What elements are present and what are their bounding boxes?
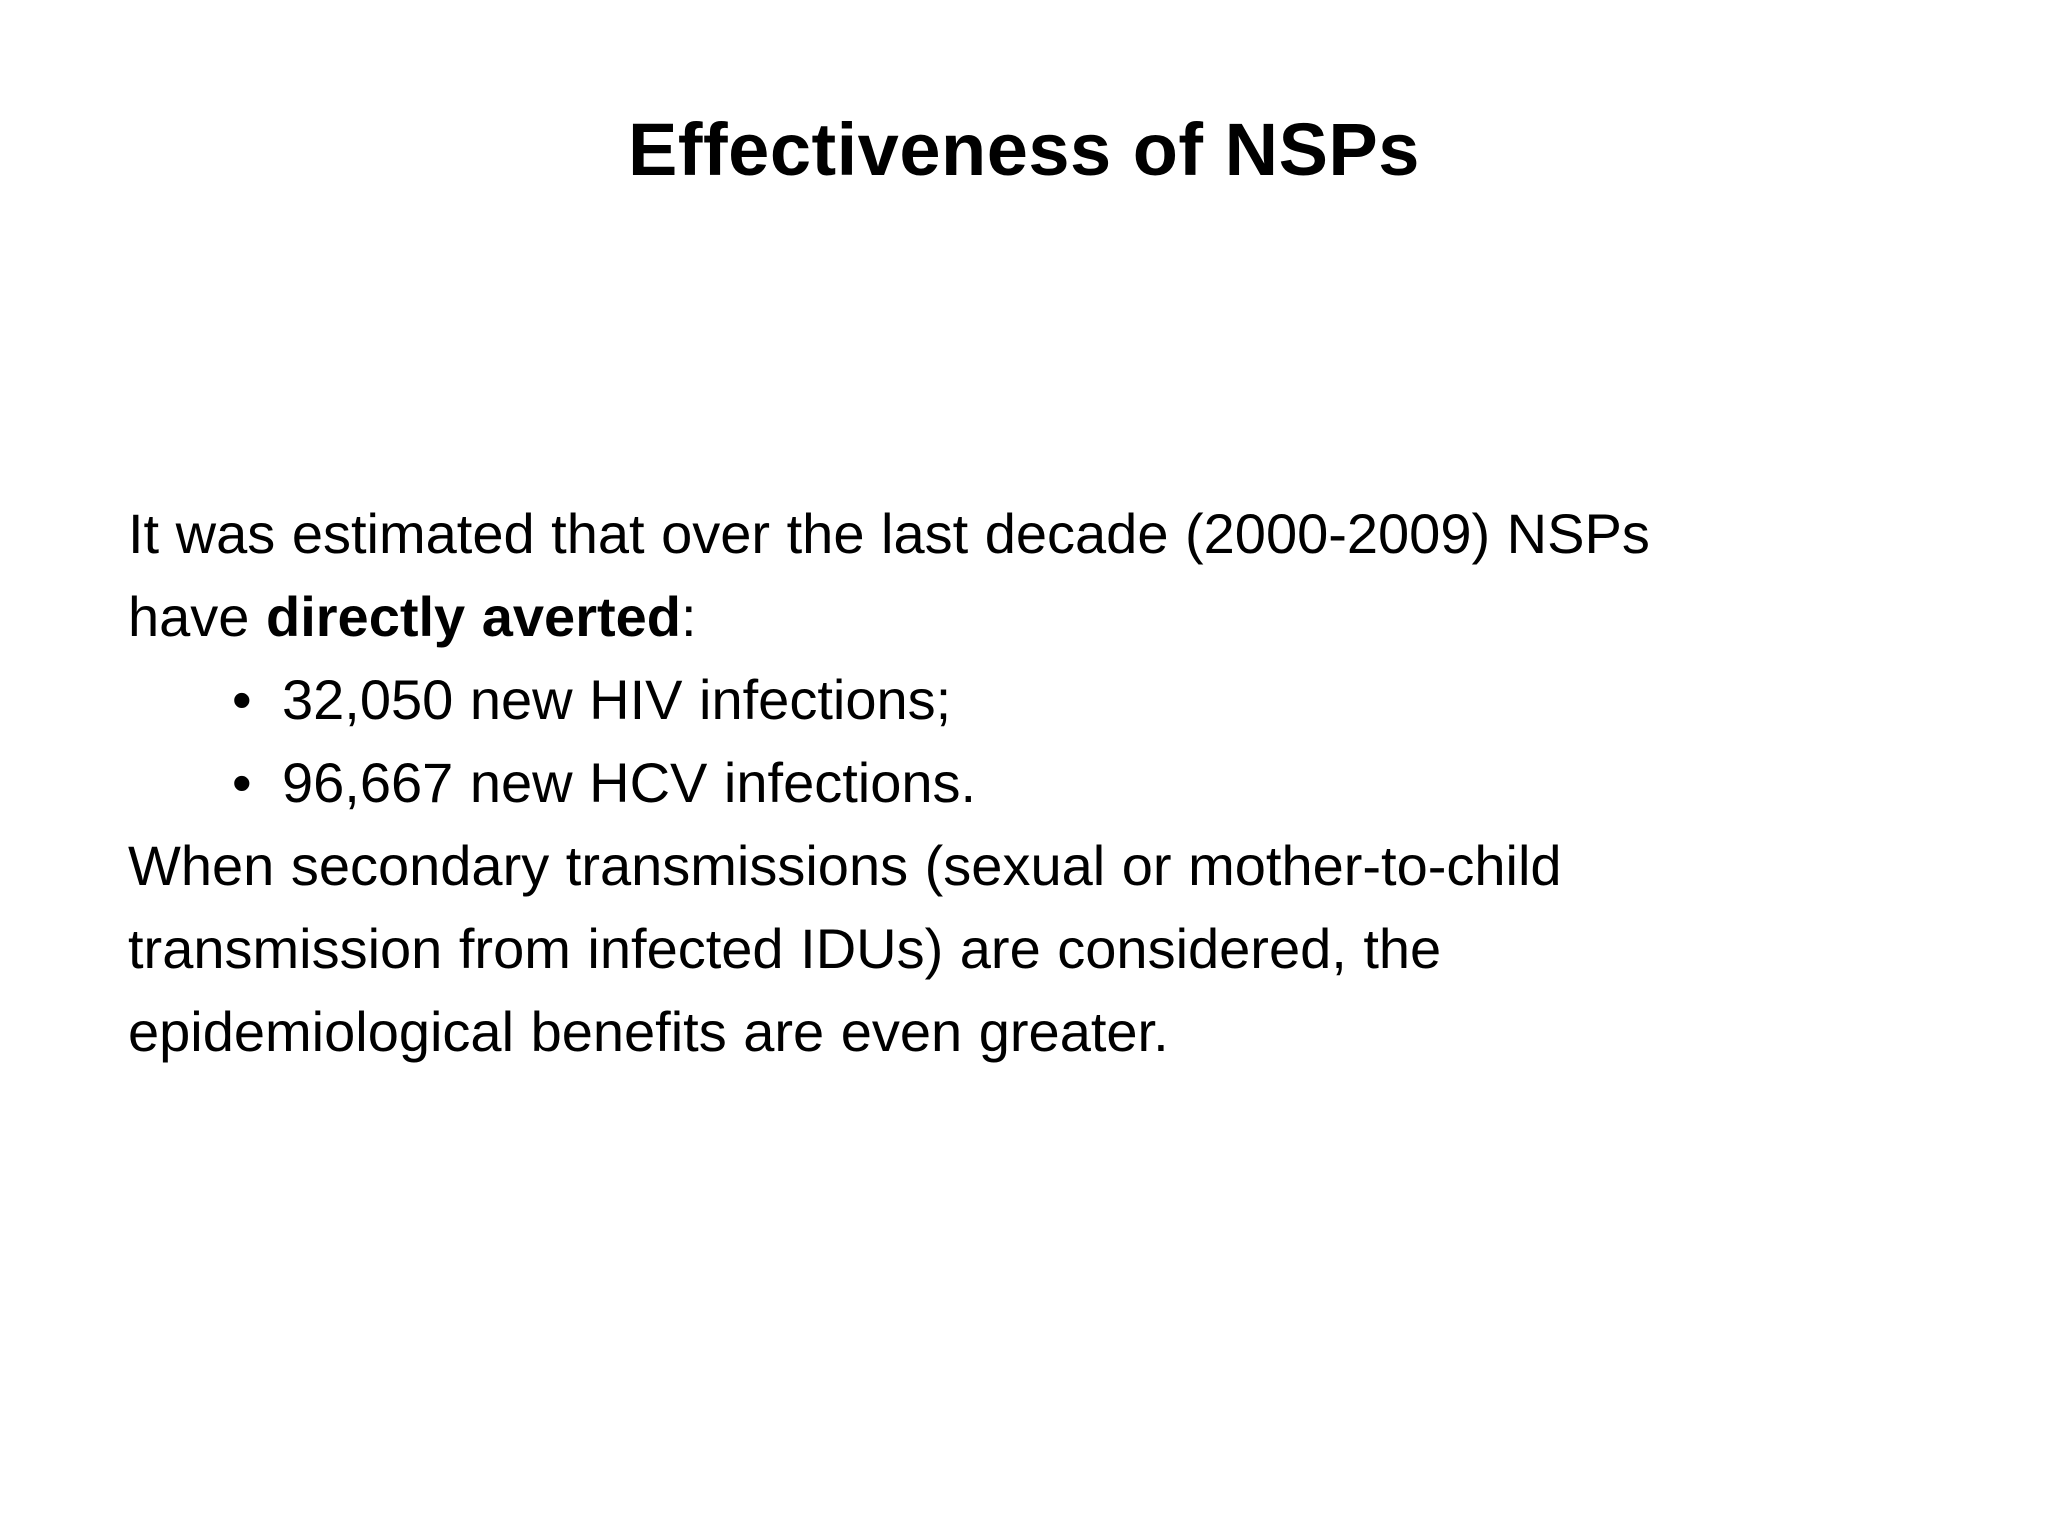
slide-title: Effectiveness of NSPs [628, 108, 1420, 191]
intro-line-2-prefix: have [128, 585, 266, 648]
bullet-icon: • [232, 668, 252, 731]
closing-line-3: epidemiological benefits are even greater. [128, 1000, 1169, 1063]
intro-line-1: It was estimated that over the last decade (2000-2009) NSPs [128, 502, 1650, 565]
intro-line-2 [128, 575, 1948, 658]
intro-line-2-suffix: : [680, 585, 697, 648]
intro-emphasis: directly averted [266, 585, 681, 648]
bullet-text-hcv: 96,667 new HCV infections. [282, 751, 977, 814]
closing-line-2: transmission from infected IDUs) are considered, the [128, 917, 1442, 980]
bullet-item [128, 658, 1948, 741]
closing-line-1: When secondary transmissions (sexual or mother-to-child [128, 834, 1562, 897]
bullet-icon: • [232, 751, 252, 814]
bullet-item [128, 741, 1948, 824]
bullet-text-hiv: 32,050 new HIV infections; [282, 668, 952, 731]
slide-body [128, 492, 1948, 1073]
